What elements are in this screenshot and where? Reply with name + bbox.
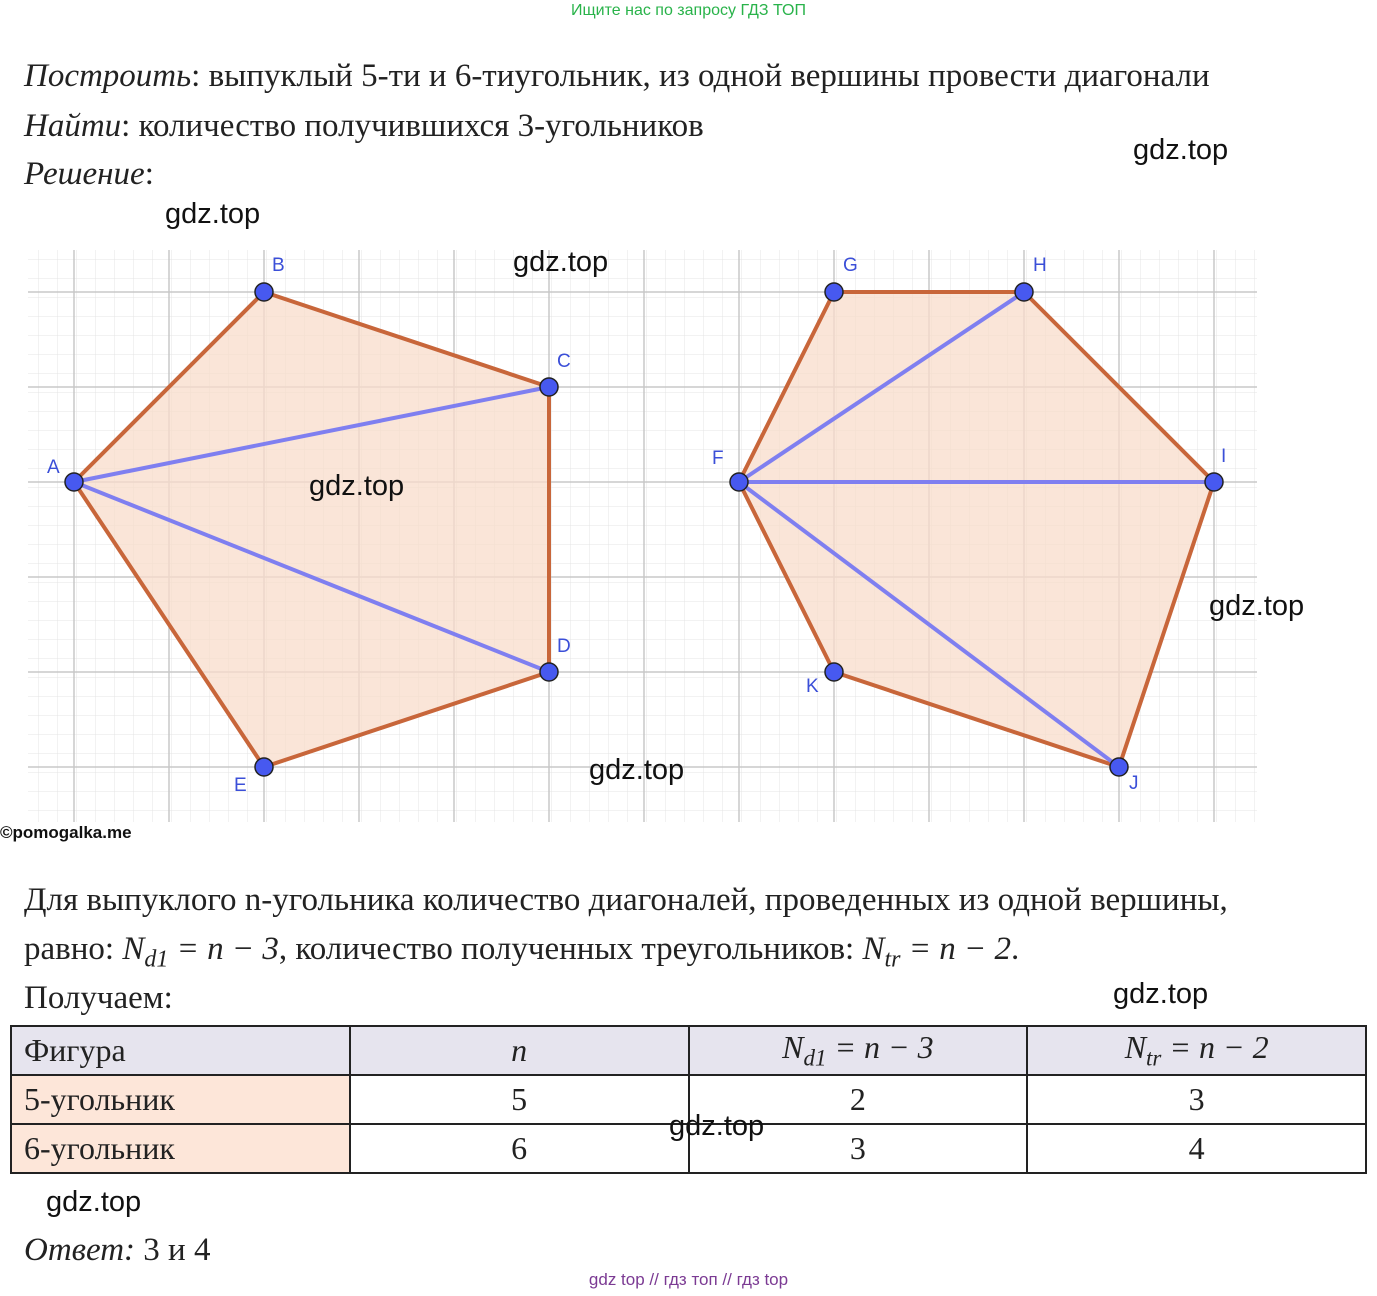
row-figure-name: 5-угольник xyxy=(11,1075,350,1124)
header-nd1-rhs: = n − 3 xyxy=(826,1029,934,1066)
header-ntr-rhs: = n − 2 xyxy=(1161,1029,1269,1066)
watermark: gdz.top xyxy=(46,1186,142,1218)
vertex-h xyxy=(1015,283,1033,301)
vertex-j xyxy=(1110,758,1128,776)
watermark: gdz.top xyxy=(165,198,261,230)
answer-text: 3 и 4 xyxy=(135,1232,211,1268)
find-label: Найти xyxy=(24,108,122,144)
construct-label: Построить xyxy=(24,58,192,94)
find-text: : количество получившихся 3-угольников xyxy=(121,108,704,144)
header-nd1-base: N xyxy=(782,1029,804,1066)
label-c: C xyxy=(557,351,571,372)
line2-end: . xyxy=(1011,931,1020,967)
watermark: gdz.top xyxy=(1113,978,1209,1010)
header-ntr-base: N xyxy=(1124,1029,1147,1066)
label-j: J xyxy=(1129,773,1139,794)
nd1-rhs: = n − 3 xyxy=(168,931,279,967)
header-ntr xyxy=(1027,1026,1366,1075)
row-nd1: 3 xyxy=(689,1124,1028,1173)
solution-colon: : xyxy=(144,156,154,192)
vertex-a xyxy=(65,473,83,491)
label-g: G xyxy=(843,255,858,276)
explanation-line2 xyxy=(24,929,1019,980)
header-figure: Фигура xyxy=(11,1026,350,1075)
results-table xyxy=(10,1025,1367,1174)
task-construct xyxy=(24,56,1210,96)
line2-start: равно: xyxy=(24,931,123,967)
line2-mid: , количество полученных треугольников: xyxy=(278,931,863,967)
label-e: E xyxy=(234,775,247,796)
watermark: gdz.top xyxy=(513,246,609,278)
vertex-i xyxy=(1205,473,1223,491)
row-n: 6 xyxy=(350,1124,689,1173)
vertex-k xyxy=(825,663,843,681)
vertex-e xyxy=(255,758,273,776)
vertex-f xyxy=(730,473,748,491)
task-solution xyxy=(24,154,154,194)
label-a: A xyxy=(47,457,60,478)
ntr-base: N xyxy=(862,931,885,967)
label-k: K xyxy=(806,676,819,697)
explanation-line3: Получаем: xyxy=(24,980,173,1016)
nd1-base: N xyxy=(122,931,145,967)
label-i: I xyxy=(1221,446,1227,467)
vertex-g xyxy=(825,283,843,301)
formula-nd1 xyxy=(122,931,279,973)
row-figure-name: 6-угольник xyxy=(11,1124,350,1173)
polygons-figure xyxy=(0,240,1377,830)
watermark: gdz.top xyxy=(309,470,405,502)
header-nd1-sub: d1 xyxy=(803,1045,827,1071)
vertex-b xyxy=(255,283,273,301)
header-ntr-sub: tr xyxy=(1146,1045,1162,1071)
vertex-c xyxy=(540,378,558,396)
footer: gdz top // гдз топ // гдз top xyxy=(588,1270,789,1289)
ntr-rhs: = n − 2 xyxy=(900,931,1012,967)
copyright: ©pomogalka.me xyxy=(0,823,132,842)
solution-label: Решение xyxy=(24,156,145,192)
label-d: D xyxy=(557,636,571,657)
row-ntr: 4 xyxy=(1027,1124,1366,1173)
vertex-d xyxy=(540,663,558,681)
watermark: gdz.top xyxy=(669,1110,765,1142)
label-f: F xyxy=(712,448,724,469)
answer-label: Ответ: xyxy=(24,1232,136,1268)
watermark: gdz.top xyxy=(1209,590,1305,622)
top-banner: Ищите нас по запросу ГДЗ ТОП xyxy=(571,2,806,19)
formula-ntr xyxy=(862,931,1012,973)
answer xyxy=(24,1230,210,1270)
watermark: gdz.top xyxy=(1133,134,1229,166)
label-h: H xyxy=(1033,255,1047,276)
construct-text: : выпуклый 5-ти и 6-тиугольник, из одной вершины провести диагонали xyxy=(191,58,1210,94)
label-b: B xyxy=(272,255,285,276)
header-n: n xyxy=(350,1026,689,1075)
nd1-sub: d1 xyxy=(144,946,169,973)
task-find xyxy=(24,106,704,146)
watermark: gdz.top xyxy=(589,754,685,786)
row-n: 5 xyxy=(350,1075,689,1124)
ntr-sub: tr xyxy=(884,946,901,973)
row-nd1: 2 xyxy=(689,1075,1028,1124)
header-nd1 xyxy=(689,1026,1028,1075)
table-header-row xyxy=(11,1026,1366,1075)
row-ntr: 3 xyxy=(1027,1075,1366,1124)
explanation-line1: Для выпуклого n-угольника количество диагоналей, проведенных из одной вершины, xyxy=(24,882,1228,918)
